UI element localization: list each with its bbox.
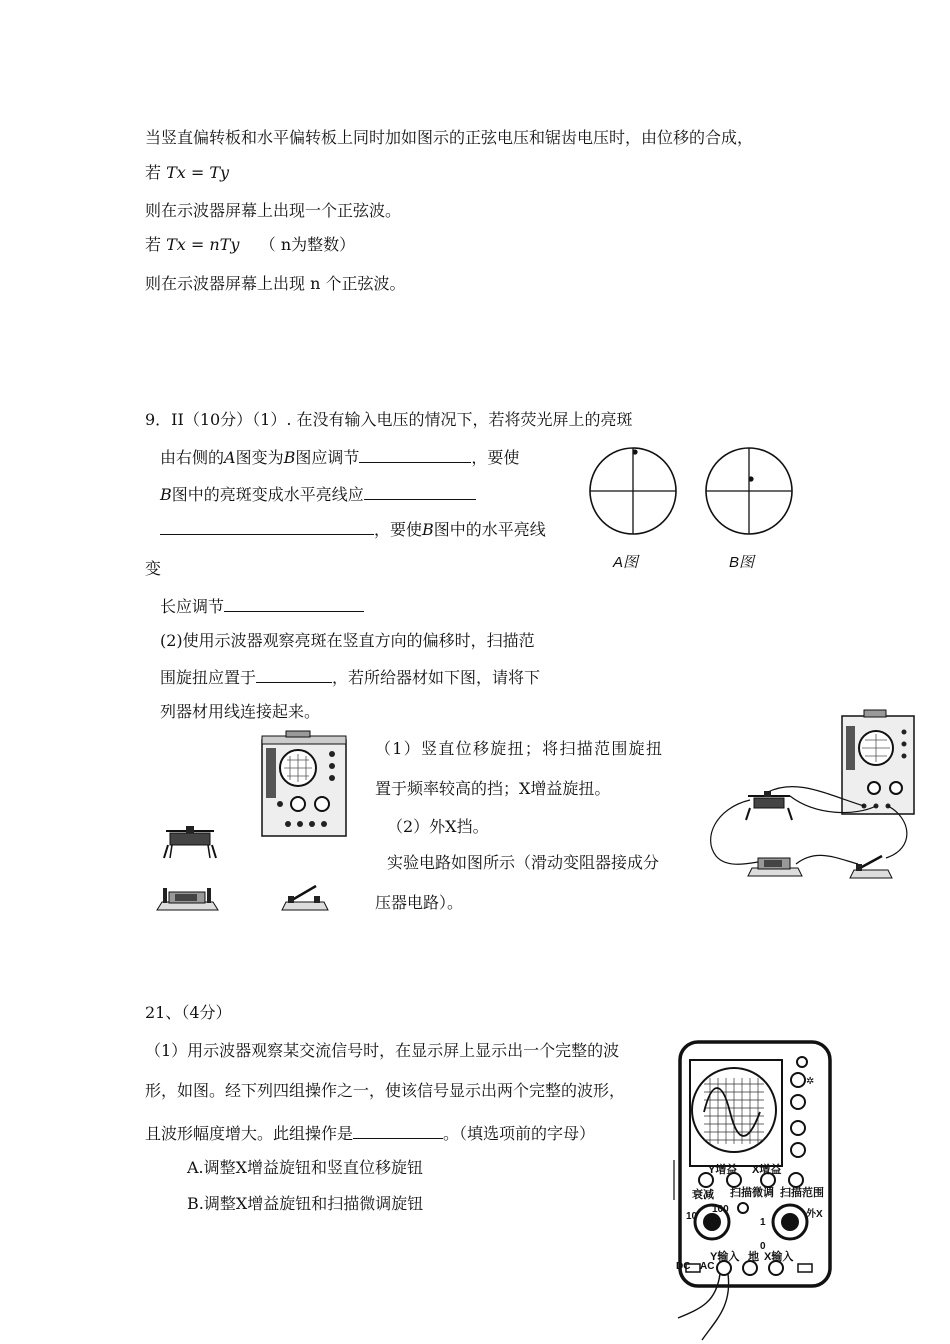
q9-line-1: 9．II（10分）（1）. 在没有输入电压的情况下，若将荧光屏上的亮斑 — [145, 410, 633, 429]
scope-label-num-10: 10 — [686, 1211, 698, 1222]
intro-line-4 — [145, 235, 355, 255]
answer-line-2: 置于频率较高的挡；X增益旋扭。 — [375, 779, 611, 798]
intro-line-3: 则在示波器屏幕上出现一个正弦波。 — [145, 201, 402, 220]
answer-line-1: （1）竖直位移旋扭；将扫描范围旋扭 — [375, 739, 664, 758]
q9-line-4b: B — [422, 520, 434, 539]
q9-line-3 — [160, 483, 476, 505]
figure-b-label: B图 — [729, 554, 755, 571]
answer-blank-1[interactable] — [359, 446, 471, 463]
q9-line-6 — [160, 595, 364, 617]
q21-line-2: 形，如图。经下列四组操作之一，使该信号显示出两个完整的波形， — [145, 1081, 626, 1100]
rheostat-drawing — [160, 825, 220, 859]
figure-a-circle — [587, 445, 679, 537]
q9-line-2c: 图变为 — [235, 448, 284, 467]
answer-blank-4[interactable] — [224, 595, 364, 612]
q9-line-4a: ，要使 — [374, 520, 423, 539]
scope-label-ground: 地 — [748, 1251, 759, 1263]
q9-line-9: 列器材用线连接起来。 — [160, 702, 321, 721]
q9-line-8b: ，若所给器材如下图，请将下 — [332, 668, 541, 687]
q9-line-2 — [160, 446, 519, 468]
answer-blank-5[interactable] — [256, 666, 332, 683]
q9-line-2d: B — [283, 448, 296, 467]
intro-line-1: 当竖直偏转板和水平偏转板上同时加如图示的正弦电压和锯齿电压时，由位移的合成， — [145, 128, 754, 147]
scope-label-num-1: 1 — [760, 1217, 766, 1228]
intro-line-4-note: （ n为整数） — [259, 235, 356, 254]
scope-label-y-gain: Y增益 — [708, 1164, 738, 1176]
scope-label-num-0: 0 — [760, 1241, 766, 1252]
answer-blank-3[interactable] — [160, 518, 374, 535]
q9-line-2a: 由右侧的 — [160, 448, 225, 467]
q21-line-1: （1）用示波器观察某交流信号时，在显示屏上显示出一个完整的波 — [145, 1041, 620, 1060]
scope-label-sweep-fine: 扫描微调 — [730, 1187, 774, 1199]
answer-blank-2[interactable] — [364, 483, 476, 500]
q9-line-7: (2)使用示波器观察亮斑在竖直方向的偏移时，扫描范 — [160, 631, 535, 650]
q9-line-6-text: 长应调节 — [160, 597, 225, 616]
q9-line-8 — [160, 666, 540, 688]
q21-line-3b: 。（填选项前的字母） — [443, 1124, 596, 1143]
scope-label-ext-x: 外X — [806, 1209, 823, 1220]
answer-blank-6[interactable] — [353, 1122, 443, 1139]
q9-line-8a: 围旋扭应置于 — [160, 668, 257, 687]
scope-label-dc: DC — [676, 1261, 691, 1272]
q9-line-3b: 图中的亮斑变成水平亮线应 — [171, 485, 364, 504]
battery-drawing — [155, 884, 220, 912]
answer-line-4: 实验电路如图所示（滑动变阻器接成分 — [387, 853, 660, 872]
oscilloscope-drawing — [258, 730, 352, 840]
scope-label-num-100: 100 — [712, 1204, 729, 1215]
scope-label-atten: 衰减 — [692, 1189, 714, 1201]
intro-line-5: 则在示波器屏幕上出现 n 个正弦波。 — [145, 274, 406, 293]
switch-drawing — [280, 880, 330, 912]
scope-label-y-in: Y输入 — [710, 1251, 740, 1263]
intro-formula-2: Tx = nTy — [166, 235, 240, 254]
intro-line-4-prefix: 若 — [145, 235, 167, 254]
intro-line-2 — [145, 163, 229, 183]
q9-line-2f: ，要使 — [471, 448, 520, 467]
figure-a-label: A图 — [613, 554, 639, 571]
q21-option-a[interactable]: A.调整X增益旋钮和竖直位移旋钮 — [187, 1158, 424, 1177]
q9-line-5: 变 — [145, 559, 162, 578]
scope-label-x-in: X输入 — [764, 1251, 794, 1263]
q9-line-3a: B — [160, 485, 172, 504]
q9-line-2e: 图应调节 — [295, 448, 360, 467]
q9-line-4c: 图中的水平亮线 — [433, 520, 546, 539]
q21-line-3a: 且波形幅度增大。此组操作是 — [145, 1124, 354, 1143]
q21-head: 21、（4分） — [145, 1003, 232, 1022]
scope-label-sweep-range: 扫描范围 — [780, 1187, 824, 1199]
intro-line-2-prefix: 若 — [145, 163, 167, 182]
circuit-diagram — [706, 708, 918, 880]
scope-label-ac: AC — [700, 1261, 715, 1272]
figure-b-circle — [703, 445, 795, 537]
answer-line-5: 压器电路）。 — [375, 893, 464, 912]
scope-label-x-gain: X增益 — [752, 1164, 782, 1176]
q9-line-2b: A — [224, 448, 236, 467]
q21-line-3 — [145, 1122, 595, 1144]
q21-option-b[interactable]: B.调整X增益旋钮和扫描微调旋钮 — [187, 1194, 424, 1213]
q9-line-4 — [160, 518, 546, 540]
svg-text:✲: ✲ — [806, 1076, 815, 1087]
answer-line-3: （2）外X挡。 — [387, 817, 489, 836]
intro-formula-1: Tx = Ty — [166, 163, 230, 182]
